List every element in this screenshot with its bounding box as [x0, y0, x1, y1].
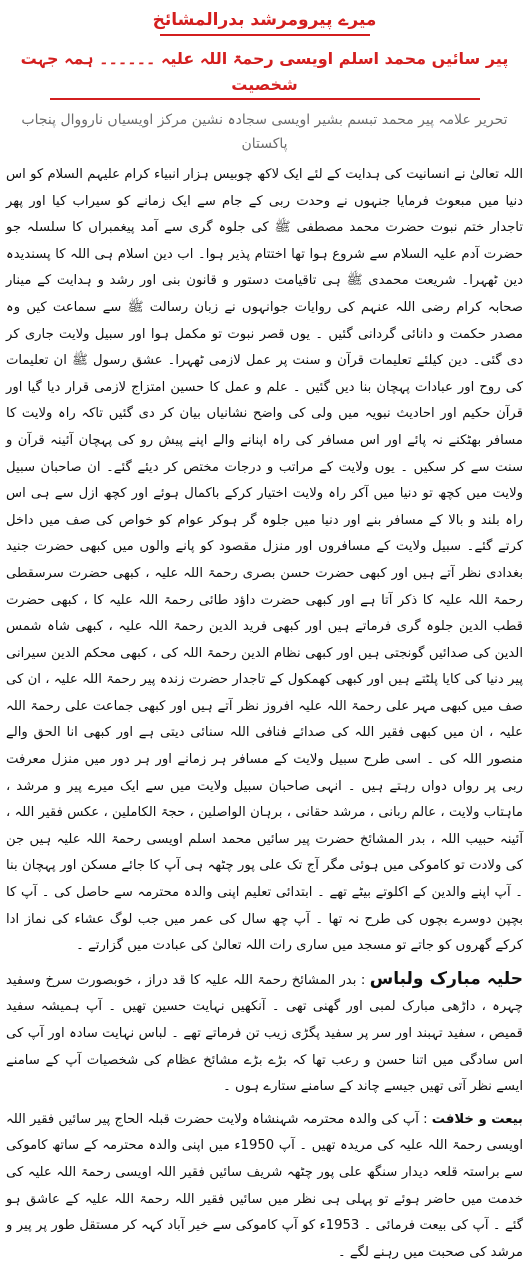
appearance-heading: حلیہ مبارک ولباس	[369, 968, 523, 989]
article-subtitle: پیر سائیں محمد اسلم اویسی رحمۃ اللہ علیہ ۔۔۔۔۔۔ ہمہ جہت شخصیت	[20, 49, 509, 94]
author-byline: تحریر علامہ پیر محمد تبسم بشیر اویسی سجادہ نشین مرکز اویسیاں نارووال پنجاب پاکستان	[21, 112, 508, 152]
page-title: میرے پیرومرشد بدرالمشائخ	[152, 10, 377, 30]
intro-paragraph: اللہ تعالیٰ نے انسانیت کی ہدایت کے لئے ایک لاکھ چوبیس ہزار انبیاء کرام علیہم السلام کو اس دنیا میں مبعوث فرمایا جنہوں نے وحدت ربی کے جام سے ایک زمانے کو سیراب کیا اور پھر تاجدار ختم نبوت حضرت محمد مصطفی ﷺ کی جلوہ گری سے آمد پیغمبراں کا سلسلہ جو حضرت آدم علیہ السلام سے شروع ہوا تھا اختتام پذیر ہوا۔ اب دین اسلام ہی اللہ کا پسندیدہ دین ٹھہرا۔ شریعت محمدی ﷺ ہی تاقیامت دستور و قانون بنی اور رشد و ہدایت کے مینار صحابہ کرام رضی اللہ عنہم کی روایات جوانہوں نے زبان رسالت ﷺ سے سماعت کیں وہ مصدر حکمت و دانائی گردانی گئیں ۔ یوں قصر نبوت تو مکمل ہوا اور سبیل ولایت جاری کر دی گئی۔ دین کیلئے تعلیمات قرآن و سنت پر عمل لازمی ٹھہرا۔ عشق رسول ﷺ ان تعلیمات کی روح اور عبادات پہچان بنا دیں گئیں ۔ علم و عمل کا حسین امتزاج لازمی قرار دیا گیا اور قرآن حکیم اور احادیث نبویہ میں ولی کی واضح نشانیاں بیان کر دی گئیں تاکہ راہ ولایت کا مسافر بھٹکنے نہ پائے اور اس مسافر کی راہ اپنانے والے اپنے پیش رو کی پہچان آئینہ قرآن و سنت سے کر سکیں ۔ یوں ولایت کے مراتب و درجات مختص کر دیئے گئے۔ ان صاحبان سبیل ولایت میں کچھ تو دنیا میں آکر راہ ولایت اختیار کرکے باکمال ہوئے اور کچھ ازل سے ہی اس راہ بلند و بالا کے مسافر بنے اور دنیا میں جلوہ گر ہوکر عوام کو خواص کی صف میں داخل کرتے گئے۔ سبیل ولایت کے مسافروں اور منزل مقصود کو پانے والوں میں کبھی حضرت جنید بغدادی نظر آتے ہیں اور کبھی حضرت حسن بصری رحمۃ اللہ علیہ ، کبھی حضرت سرسقطی رحمۃ اللہ علیہ کا ذکر آتا ہے اور کبھی حضرت داؤد طائی رحمۃ اللہ علیہ کا ، کبھی حضرت قطب الدین جلوہ گری فرماتے ہیں اور کبھی فرید الدین رحمۃ اللہ علیہ ، کبھی شاہ شمس الدین کی صدائیں گونجتی ہیں اور کبھی نظام الدین رحمۃ اللہ کی ، کبھی محکم الدین سیرانی پیر دنیا کی کایا پلٹتے ہیں اور کبھی کھمکول کے تاجدار حضرت زندہ پیر رحمۃ اللہ علیہ ، ان کی صف میں کبھی مہر علی رحمۃ اللہ علیہ افروز نظر آتے ہیں اور کبھی جماعت علی رحمۃ اللہ علیہ ، ان میں کبھی فقیر اللہ کی صدائے فنافی اللہ سنائی دیتی ہے اور کبھی انا الحق والے منصور اللہ کی ۔ اسی طرح سبیل ولایت کے مسافر ہر زمانے اور ہر دور میں منزل معرفت ربی پر رواں دواں رہتے ہیں ۔ انہی صاحبان سبیل ولایت میں سے ایک میرے پیر و مرشد ، ماہتاب ولایت ، عالم ربانی ، مرشد حقانی ، برہان الواصلین ، حجۃ الکاملین ، عکس فقیر اللہ ، آئینہ حبیب اللہ ، بدر المشائخ حضرت پیر سائیں محمد اسلم اویسی رحمۃ اللہ علیہ ہیں جن کی ولادت تو کاموکی میں ہوئی مگر آج تک علی پور چٹھہ ہی آپ کا جائے مسکن اور پہچان بنا ۔ آپ اپنے والدین کے اکلوتے بیٹے تھے ۔ ابتدائی تعلیم اپنی والدہ محترمہ سے حاصل کی ۔ آپ کا بچپن دوسرے بچوں کی طرح نہ تھا ۔ آپ چھ سال کی عمر میں جب لوگ عشاء کی نماز ادا کرکے گھروں کو جاتے تو مسجد میں ساری رات اللہ تعالیٰ کی عبادت میں گزارتے ۔	[6, 167, 523, 954]
bayat-section: بیعت و خلافت : آپ کی والدہ محترمہ شہنشاہ ولایت حضرت قبلہ الحاج پیر سائیں فقیر اللہ اویسی رحمۃ اللہ علیہ کی مریدہ تھیں ۔ آپ 1950ء میں اپنی والدہ محترمہ کے ساتھ کاموکی سے براستہ قلعہ دیدار سنگھ علی پور چٹھہ شریف سائیں فقیر اللہ اویسی رحمۃ اللہ علیہ کی خدمت میں حاضر ہوئے تو پہلی ہی نظر میں سائیں فقیر اللہ رحمۃ اللہ علیہ کے عاشق ہو گئے ۔ آپ کی بیعت فرمائی ۔ 1953ء کو آپ کاموکی سے خیر آباد کہہ کر مستقل طور پر پیر و مرشد کی صحبت میں رہنے لگے ۔	[6, 1111, 523, 1260]
bayat-heading: بیعت و خلافت	[431, 1111, 523, 1127]
appearance-section: حلیہ مبارک ولباس : بدر المشائخ رحمۃ اللہ علیہ کا قد دراز ، خوبصورت سرخ وسفید چہرہ ، داڑھی مبارک لمبی اور گھنی تھی ۔ آنکھیں نہایت حسین تھیں ۔ آپ ہمیشہ سفید قمیص ، سفید تہبند اور سر پر سفید پگڑی زیب تن فرماتے تھے ۔ لباس نہایت سادہ اور آپ کی اس سادگی میں اتنا حسن و رعب تھا کہ بڑے بڑے مشائخ عظام کی شخصیات آپ کے سامنے ایسے نظر آتی تھیں جیسے چاند کے سامنے ستارے ہوں ۔	[6, 968, 523, 1095]
subtitle-underline	[50, 98, 480, 100]
bayat-paragraph: آپ کی والدہ محترمہ شہنشاہ ولایت حضرت قبلہ الحاج پیر سائیں فقیر اللہ اویسی رحمۃ اللہ علیہ کی مریدہ تھیں ۔ آپ 1950ء میں اپنی والدہ محترمہ کے ساتھ کاموکی سے براستہ قلعہ دیدار سنگھ علی پور چٹھہ شریف سائیں فقیر اللہ اویسی رحمۃ اللہ علیہ کی خدمت میں حاضر ہوئے تو پہلی ہی نظر میں سائیں فقیر اللہ رحمۃ اللہ علیہ کے عاشق ہو گئے ۔ آپ کی بیعت فرمائی ۔ 1953ء کو آپ کاموکی سے خیر آباد کہہ کر مستقل طور پر پیر و مرشد کی صحبت میں رہنے لگے ۔	[6, 1111, 523, 1260]
article-body	[6, 162, 523, 1266]
appearance-paragraph: بدر المشائخ رحمۃ اللہ علیہ کا قد دراز ، خوبصورت سرخ وسفید چہرہ ، داڑھی مبارک لمبی اور گھنی تھی ۔ آنکھیں نہایت حسین تھیں ۔ آپ ہمیشہ سفید قمیص ، سفید تہبند اور سر پر سفید پگڑی زیب تن فرماتے تھے ۔ لباس نہایت سادہ اور آپ کی اس سادگی میں اتنا حسن و رعب تھا کہ بڑے بڑے مشائخ عظام کی شخصیات آپ کے سامنے ایسے نظر آتی تھیں جیسے چاند کے سامنے ستارے ہوں ۔	[6, 972, 523, 1095]
title-underline	[160, 34, 370, 36]
